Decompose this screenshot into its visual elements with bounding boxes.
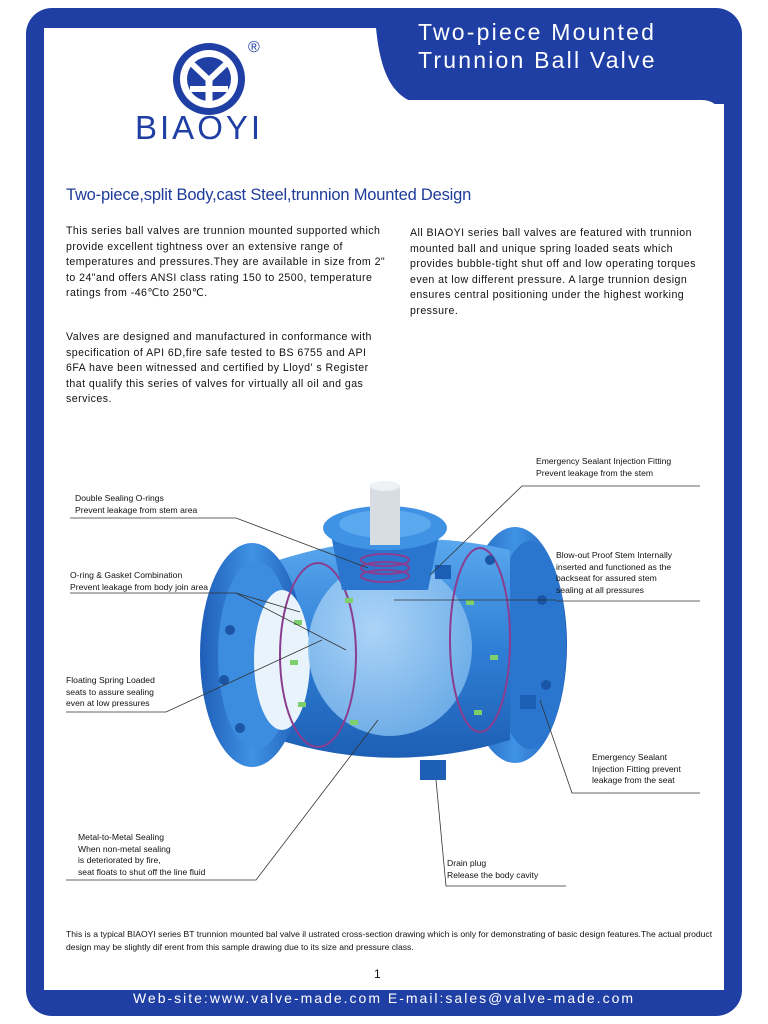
callout-drain-plug bbox=[447, 858, 538, 881]
brand-name: BIAOYI bbox=[135, 109, 264, 146]
illustration-disclaimer: This is a typical BIAOYI series BT trunnion mounted bal valve il ustrated cross-section drawing which is only for demonstrating of basic design features.The actual product design may be slightly dif erent from this sample drawing due to its size and pressure class. bbox=[66, 929, 713, 952]
callout-double-sealing bbox=[75, 493, 197, 516]
callout-blow-out-stem bbox=[556, 550, 672, 596]
callout-emergency-seat-line-3: leakage from the seat bbox=[592, 775, 675, 785]
callout-oring-gasket bbox=[70, 570, 208, 593]
callout-blow-out-line-1: Blow-out Proof Stem Internally bbox=[556, 550, 673, 560]
footer-contact: Web-site:www.valve-made.com E-mail:sales@valve-made.com bbox=[132, 990, 636, 1006]
callout-emergency-seat-line-2: Injection Fitting prevent bbox=[592, 763, 681, 774]
certification-paragraph: Valves are designed and manufactured in conformance with specification of API 6D,fire safe tested to BS 6755 and API 6FA have been witnessed and certified by Lloyd' s Register that qualify this series of valves for virtually all oil and gas services. bbox=[66, 331, 372, 405]
callout-floating-spring-line-2: seats to assure sealing bbox=[66, 686, 154, 697]
title-line-2: Trunnion Ball Valve bbox=[418, 47, 657, 73]
callout-metal-to-metal-line-4: seat floats to shut off the line fluid bbox=[78, 866, 206, 877]
callout-double-sealing-desc: Prevent leakage from stem area bbox=[75, 504, 198, 515]
callout-blow-out-line-3: backseat for assured stem bbox=[556, 573, 657, 583]
registered-mark: ® bbox=[248, 39, 260, 56]
section-subtitle: Two-piece,split Body,cast Steel,trunnion Mounted Design bbox=[66, 186, 472, 204]
callout-emergency-seat-line-1: Emergency Sealant bbox=[592, 752, 667, 762]
callout-blow-out-line-2: inserted and functioned as the bbox=[556, 561, 672, 572]
callout-emergency-seat-fitting bbox=[592, 752, 681, 787]
callout-floating-spring-line-3: even at low pressures bbox=[66, 698, 150, 708]
intro-paragraph: This series ball valves are trunnion mounted supported which provide excellent tightness over an extensive range of temperatures and pressures.They are available in size from 2" to 24"and offers ANSI class rating 150 to 2500, temperature ratings from -46℃to 250℃. bbox=[66, 225, 386, 299]
callout-floating-spring-line-1: Floating Spring Loaded bbox=[66, 675, 155, 685]
callout-emergency-stem-desc: Prevent leakage from the stem bbox=[536, 467, 654, 478]
callout-blow-out-line-4: sealing at all pressures bbox=[556, 584, 644, 595]
callout-emergency-stem-fitting bbox=[536, 456, 671, 479]
callout-metal-to-metal-line-1: Metal-to-Metal Sealing bbox=[78, 832, 164, 842]
callout-oring-gasket-title: O-ring & Gasket Combination bbox=[70, 570, 183, 580]
title-line-1: Two-piece Mounted bbox=[418, 19, 657, 45]
callout-drain-plug-desc: Release the body cavity bbox=[447, 869, 539, 880]
callout-oring-gasket-desc: Prevent leakage from body join area bbox=[70, 581, 209, 592]
features-paragraph: All BIAOYI series ball valves are featured with trunnion mounted ball and unique spring loaded seats which provides bubble-tight shut off and low operating torques even at low different pressure. A large trunnion design ensures central positioning under the highest working pressure. bbox=[410, 227, 696, 317]
callout-double-sealing-title: Double Sealing O-rings bbox=[75, 493, 164, 503]
page-number: 1 bbox=[374, 967, 381, 981]
callout-emergency-stem-title: Emergency Sealant Injection Fitting bbox=[536, 456, 672, 466]
callout-metal-to-metal bbox=[78, 832, 205, 878]
callout-floating-spring-seats bbox=[66, 675, 155, 710]
callout-metal-to-metal-line-2: When non-metal sealing bbox=[78, 843, 171, 854]
callout-metal-to-metal-line-3: is deteriorated by fire, bbox=[78, 855, 161, 865]
callout-drain-plug-title: Drain plug bbox=[447, 858, 487, 868]
